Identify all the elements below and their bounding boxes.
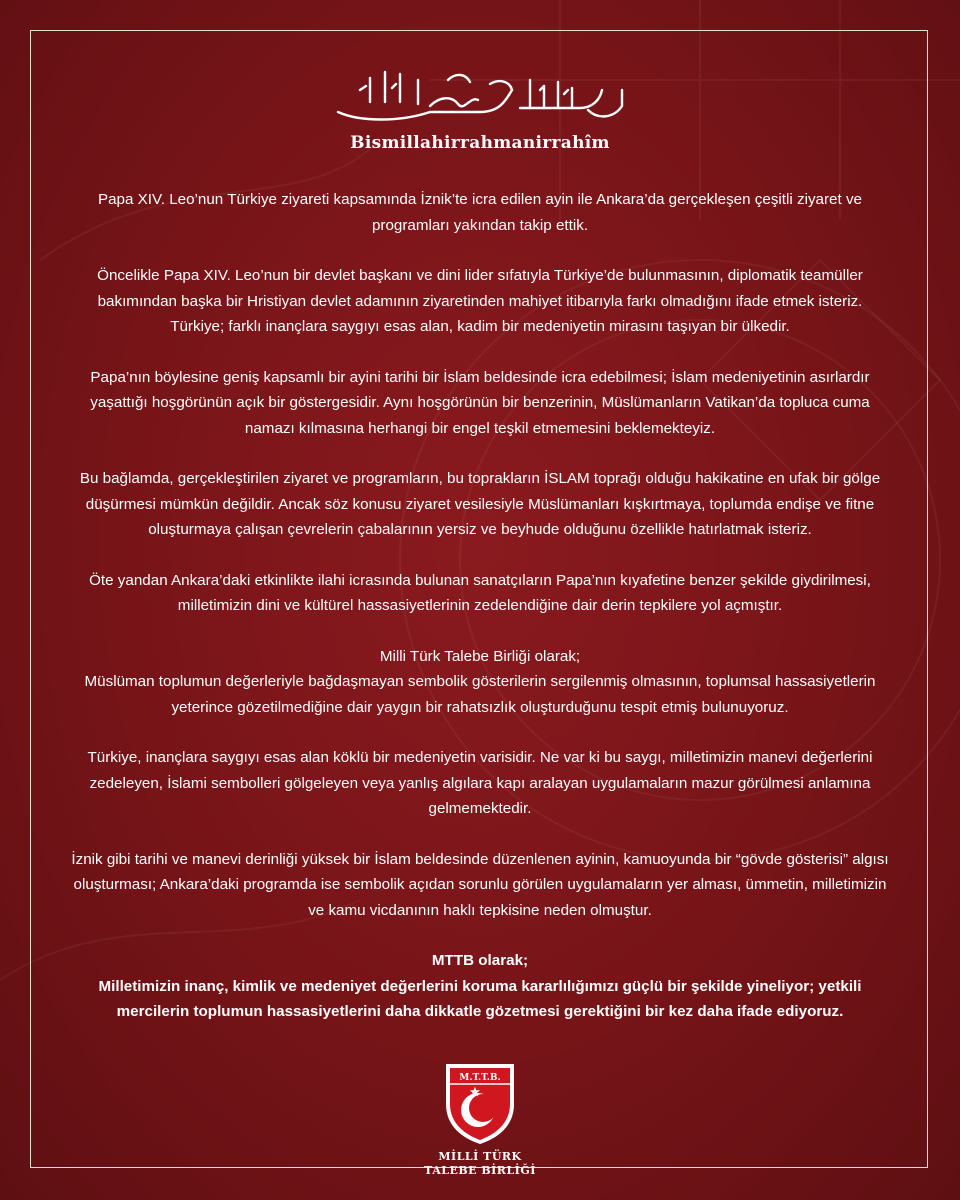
paragraph-4: Bu bağlamda, gerçekleştirilen ziyaret ve programların, bu toprakların İSLAM toprağı olduğu hakikatine en ufak bir gölge düşürmesi mümkün değildir. Ancak söz konusu ziyaret vesilesiyle Müslümanları kışkırtmaya, toplumda endişe ve fitne oluşturmaya çalışan çevrelerin çabalarının yersiz ve beyhude olduğunu özellikle hatırlatmak isteriz. (79, 470, 881, 538)
closing-statement: Milletimizin inanç, kimlik ve medeniyet değerlerini koruma kararlılığımızı güçlü bir şekilde yineliyor; yetkili mercilerin toplumun hassasiyetlerini daha dikkatle gözetmesi gerektiğini bir kez daha ifade ediyoruz. (98, 977, 862, 1020)
paragraph-8: İznik gibi tarihi ve manevi derinliği yüksek bir İslam beldesinde düzenlenen ayinin, kamuoyunda bir “gövde gösterisi” algısı oluşturması; Ankara’daki programda ise sembolik açıdan sorunlu görülen uygulamaların yer alması, ümmetin, milletimizin ve kamu vicdanının haklı tepkisine neden olmuştur. (71, 850, 889, 919)
paragraph-6: Müslüman toplumun değerleriyle bağdaşmayan sembolik gösterilerin sergilenmiş olmasının, toplumsal hassasiyetlerin yeterince gözetilmediğine dair yaygın bir rahatsızlık oluşturduğunu tespit etmiş bulunuyoruz. (84, 673, 876, 716)
paragraph-6-heading: Milli Türk Talebe Birliği olarak; (379, 647, 581, 665)
logo-name-line-2: TALEBE BİRLİĞİ (424, 1164, 536, 1177)
paragraph-5: Öte yandan Ankara’daki etkinlikte ilahi icrasında bulunan sanatçıların Papa’nın kıyafetine benzer şekilde giydirilmesi, milletimizin dini ve kültürel hassasiyetlerinin zedelendiğine dair derin tepkilere yol açmıştır. (89, 571, 871, 614)
logo-name-line-1: MİLLİ TÜRK (438, 1150, 522, 1163)
emblem-text: M.T.T.B. (459, 1073, 501, 1083)
statement-body (70, 187, 890, 1050)
paragraph-1: Papa XIV. Leo’nun Türkiye ziyareti kapsamında İznik’te icra edilen ayin ile Ankara’da gerçekleşen çeşitli ziyaret ve programları yakından takip ettik. (97, 191, 862, 234)
paragraph-7: Türkiye, inançlara saygıyı esas alan köklü bir medeniyetin varisidir. Ne var ki bu saygı, milletimizin manevi değerlerini zedeleyen, İslami sembolleri gölgeleyen veya yanlış algılara kapı aralayan uygulamaların mazur görülmesi anlamına gelmemektedir. (87, 749, 873, 817)
closing-heading: MTTB olarak; (431, 952, 529, 969)
bismillah-title: Bismillahirrahmanirrahîm (350, 133, 610, 153)
paragraph-2: Öncelikle Papa XIV. Leo’nun bir devlet başkanı ve dini lider sıfatıyla Türkiye’de bulunmasının, diplomatik teamüller bakımından başka bir Hristiyan devlet adamının ziyaretinden mahiyet itibarıyla farkı olmadığını ifade etmek isteriz. Türkiye; farklı inançlara saygıyı esas alan, kadim bir medeniyetin mirasını taşıyan bir ülkedir. (97, 267, 863, 335)
mttb-logo-emblem (440, 1060, 520, 1146)
bismillah-calligraphy (330, 60, 630, 130)
paragraph-3: Papa’nın böylesine geniş kapsamlı bir ayini tarihi bir İslam beldesinde icra edebilmesi; İslam medeniyetinin asırlardır yaşattığı hoşgörünün açık bir göstergesidir. Aynı hoşgörünün bir benzerinin, Müslümanların Vatikan’da topluca cuma namazı kılmasına herhangi bir engel teşkil etmemesini beklemekteyiz. (90, 368, 870, 437)
